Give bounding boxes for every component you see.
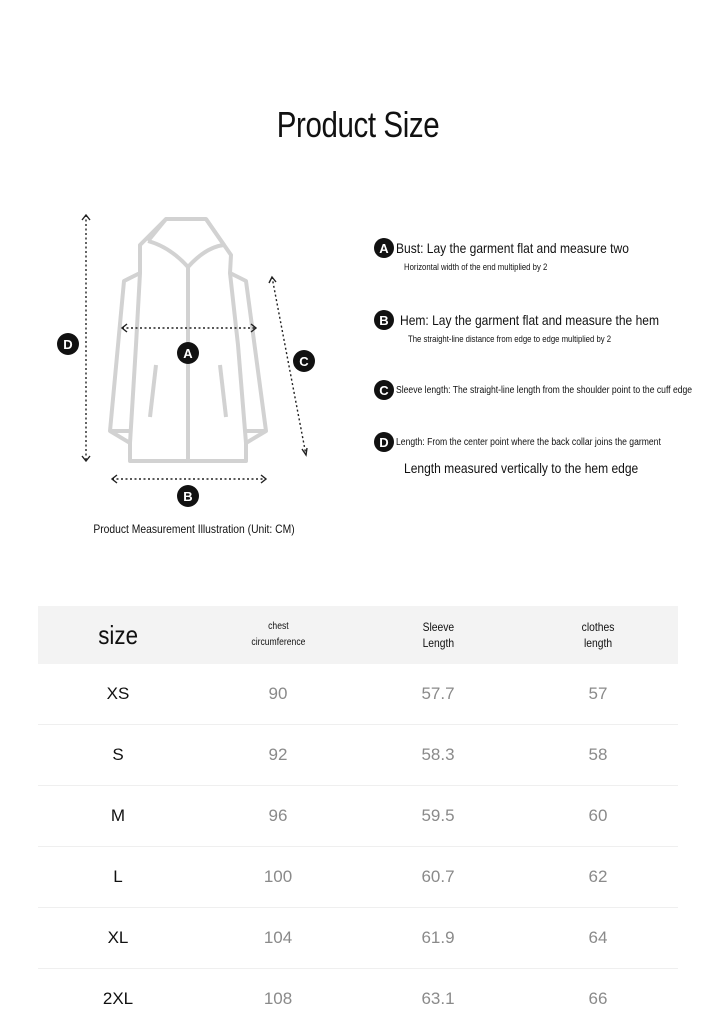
- size-cell: M: [110, 806, 126, 825]
- value-cell: 60: [588, 806, 608, 825]
- svg-text:C: C: [299, 354, 309, 369]
- size-table: [38, 606, 678, 1029]
- jacket-illustration: [48, 205, 338, 515]
- page-title: Product Size: [276, 104, 440, 145]
- definition-c: [374, 380, 704, 400]
- badge-c: [293, 350, 315, 372]
- header-chest: chest circumference: [250, 621, 306, 648]
- value-cell: 104: [263, 928, 293, 947]
- svg-text:B: B: [183, 489, 193, 504]
- svg-text:A: A: [183, 346, 193, 361]
- value-cell: 62: [588, 867, 608, 886]
- value-cell: 66: [588, 989, 608, 1008]
- diagram-caption: Product Measurement Illustration (Unit: CM): [93, 522, 295, 536]
- table-row: [38, 725, 678, 786]
- badge-b: [177, 485, 199, 507]
- definition-main-text: Length: From the center point where the back collar joins the garment: [396, 436, 661, 448]
- table-body: [38, 664, 678, 1029]
- definition-main-text: Sleeve length: The straight-line length from the shoulder point to the cuff edge: [396, 384, 693, 396]
- definition-a: [374, 238, 704, 272]
- value-cell: 59.5: [421, 806, 455, 825]
- definition-extra-text: Length measured vertically to the hem edge: [404, 460, 639, 476]
- value-cell: 64: [588, 928, 608, 947]
- badge-a: [177, 342, 199, 364]
- value-cell: 90: [268, 684, 288, 703]
- value-cell: 92: [268, 745, 288, 764]
- value-cell: 58: [588, 745, 608, 764]
- pocket-right: [220, 365, 226, 417]
- definition-main-text: Bust: Lay the garment flat and measure two: [396, 240, 629, 256]
- size-cell: L: [113, 867, 123, 886]
- header-length: clothes length: [581, 619, 615, 650]
- badge-b: B: [374, 310, 394, 330]
- table-row: [38, 908, 678, 969]
- badge-d: D: [374, 432, 394, 452]
- badge-a: A: [374, 238, 394, 258]
- value-cell: 100: [263, 867, 293, 886]
- header-size: size: [98, 619, 138, 650]
- measurement-diagram: [48, 205, 338, 515]
- value-cell: 61.9: [421, 928, 455, 947]
- header-sleeve: Sleeve Length: [422, 619, 454, 650]
- badge-d: [57, 333, 79, 355]
- table-row: [38, 786, 678, 847]
- size-cell: S: [112, 745, 124, 764]
- value-cell: 96: [268, 806, 288, 825]
- definition-main-text: Hem: Lay the garment flat and measure the hem: [400, 312, 660, 328]
- value-cell: 57: [588, 684, 608, 703]
- hood-inner: [148, 219, 224, 267]
- sleeve-seam-right: [230, 273, 246, 443]
- size-cell: XS: [106, 684, 130, 703]
- svg-text:D: D: [63, 337, 73, 352]
- badge-c: C: [374, 380, 394, 400]
- size-cell: 2XL: [102, 989, 134, 1008]
- definition-d: [374, 432, 704, 476]
- definition-sub-text: Horizontal width of the end multiplied by 2: [404, 262, 548, 272]
- sleeve-seam-left: [130, 273, 140, 443]
- table-header: [38, 606, 678, 664]
- definition-sub-text: The straight-line distance from edge to edge multiplied by 2: [408, 334, 612, 344]
- value-cell: 57.7: [421, 684, 455, 703]
- table-row: [38, 969, 678, 1029]
- table-row: [38, 847, 678, 908]
- table-row: [38, 664, 678, 725]
- value-cell: 63.1: [421, 989, 455, 1008]
- value-cell: 108: [263, 989, 293, 1008]
- definition-b: [374, 310, 704, 344]
- pocket-left: [150, 365, 156, 417]
- value-cell: 58.3: [421, 745, 455, 764]
- size-cell: XL: [107, 928, 129, 947]
- value-cell: 60.7: [421, 867, 455, 886]
